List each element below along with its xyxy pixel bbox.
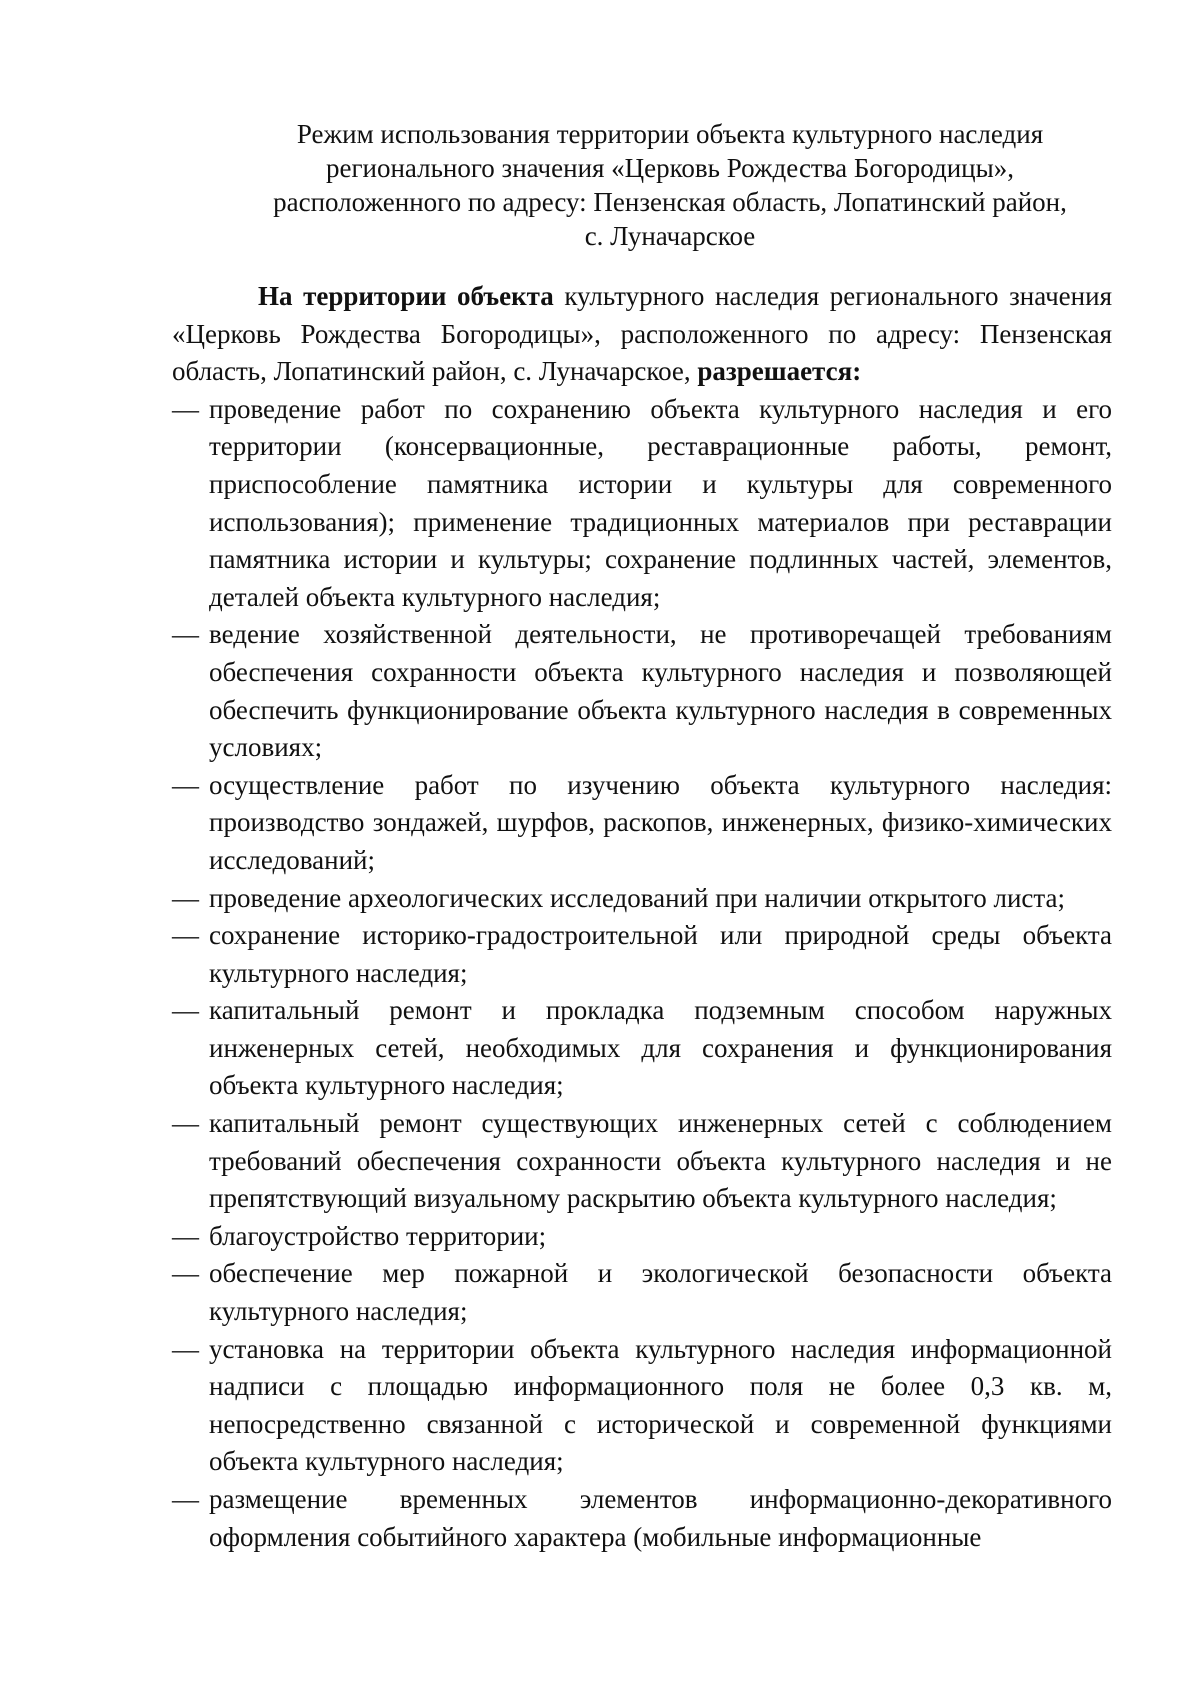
list-item bbox=[172, 616, 1112, 766]
intro-bold-start: На территории объекта bbox=[258, 281, 554, 311]
list-item bbox=[172, 1331, 1112, 1481]
list-item bbox=[172, 1255, 1112, 1330]
list-item bbox=[172, 880, 1112, 918]
dash-marker: — bbox=[172, 920, 199, 951]
list-item bbox=[172, 1218, 1112, 1256]
list-item bbox=[172, 992, 1112, 1105]
document-body bbox=[172, 278, 1112, 1556]
intro-paragraph bbox=[172, 278, 1112, 391]
list-item-text: установка на территории объекта культурного наследия информационной надписи с площадью информационного поля не более 0,3 кв. м, непосредственно связанной с исторической и современной функциями объекта культурного наследия; bbox=[209, 1333, 1112, 1477]
list-item-text: размещение временных элементов информационно-декоративного оформления событийного характера (мобильные информационные bbox=[209, 1484, 1112, 1552]
dash-marker: — bbox=[172, 769, 199, 800]
permitted-activities-list bbox=[172, 391, 1112, 1556]
list-item bbox=[172, 917, 1112, 992]
dash-marker: — bbox=[172, 1220, 199, 1251]
list-item-text: обеспечение мер пожарной и экологической безопасности объекта культурного наследия; bbox=[209, 1258, 1112, 1327]
title-line: с. Луначарское bbox=[584, 221, 756, 251]
list-item-text: сохранение историко-градостроительной или природной среды объекта культурного наследия; bbox=[209, 920, 1112, 988]
document-title bbox=[230, 117, 1110, 253]
title-line: расположенного по адресу: Пензенская область, Лопатинский район, bbox=[273, 187, 1067, 217]
list-item bbox=[172, 1481, 1112, 1556]
dash-marker: — bbox=[172, 393, 199, 424]
dash-marker: — bbox=[172, 882, 199, 913]
list-item-text: капитальный ремонт существующих инженерных сетей с соблюдением требований обеспечения сохранности объекта культурного наследия и не препятствующий визуальному раскрытию объекта культурного наследия; bbox=[209, 1108, 1112, 1214]
intro-bold-end: разрешается: bbox=[697, 356, 862, 387]
list-item bbox=[172, 767, 1112, 880]
dash-marker: — bbox=[172, 1108, 199, 1139]
dash-marker: — bbox=[172, 1258, 199, 1289]
list-item bbox=[172, 1105, 1112, 1218]
dash-marker: — bbox=[172, 1484, 199, 1514]
title-line: Режим использования территории объекта культурного наследия bbox=[296, 119, 1044, 149]
list-item-text: проведение работ по сохранению объекта культурного наследия и его территории (консервационные, реставрационные работы, ремонт, приспособление памятника истории и культуры для современного использования); применение традиционных материалов при реставрации памятника истории и культуры; сохранение подлинных частей, элементов, деталей объекта культурного наследия; bbox=[209, 393, 1112, 612]
dash-marker: — bbox=[172, 995, 199, 1026]
list-item-text: благоустройство территории; bbox=[209, 1220, 547, 1251]
dash-marker: — bbox=[172, 619, 199, 650]
list-item-text: капитальный ремонт и прокладка подземным способом наружных инженерных сетей, необходимых для сохранения и функционирования объекта культурного наследия; bbox=[209, 995, 1112, 1101]
list-item-text: осуществление работ по изучению объекта культурного наследия: производство зондажей, шурфов, раскопов, инженерных, физико-химических исследований; bbox=[209, 769, 1112, 875]
list-item bbox=[172, 391, 1112, 617]
list-item-text: ведение хозяйственной деятельности, не противоречащей требованиям обеспечения сохранности объекта культурного наследия и позволяющей обеспечить функционирование объекта культурного наследия в современных условиях; bbox=[209, 619, 1112, 763]
dash-marker: — bbox=[172, 1333, 199, 1364]
title-line: регионального значения «Церковь Рождества Богородицы», bbox=[325, 153, 1015, 183]
intro-text: культурного наследия регионального значения «Церковь Рождества Богородицы», расположенного по адресу: Пензенская область, Лопатинский район, с. Луначарское, bbox=[172, 281, 1112, 387]
list-item-text: проведение археологических исследований при наличии открытого листа; bbox=[209, 882, 1066, 913]
